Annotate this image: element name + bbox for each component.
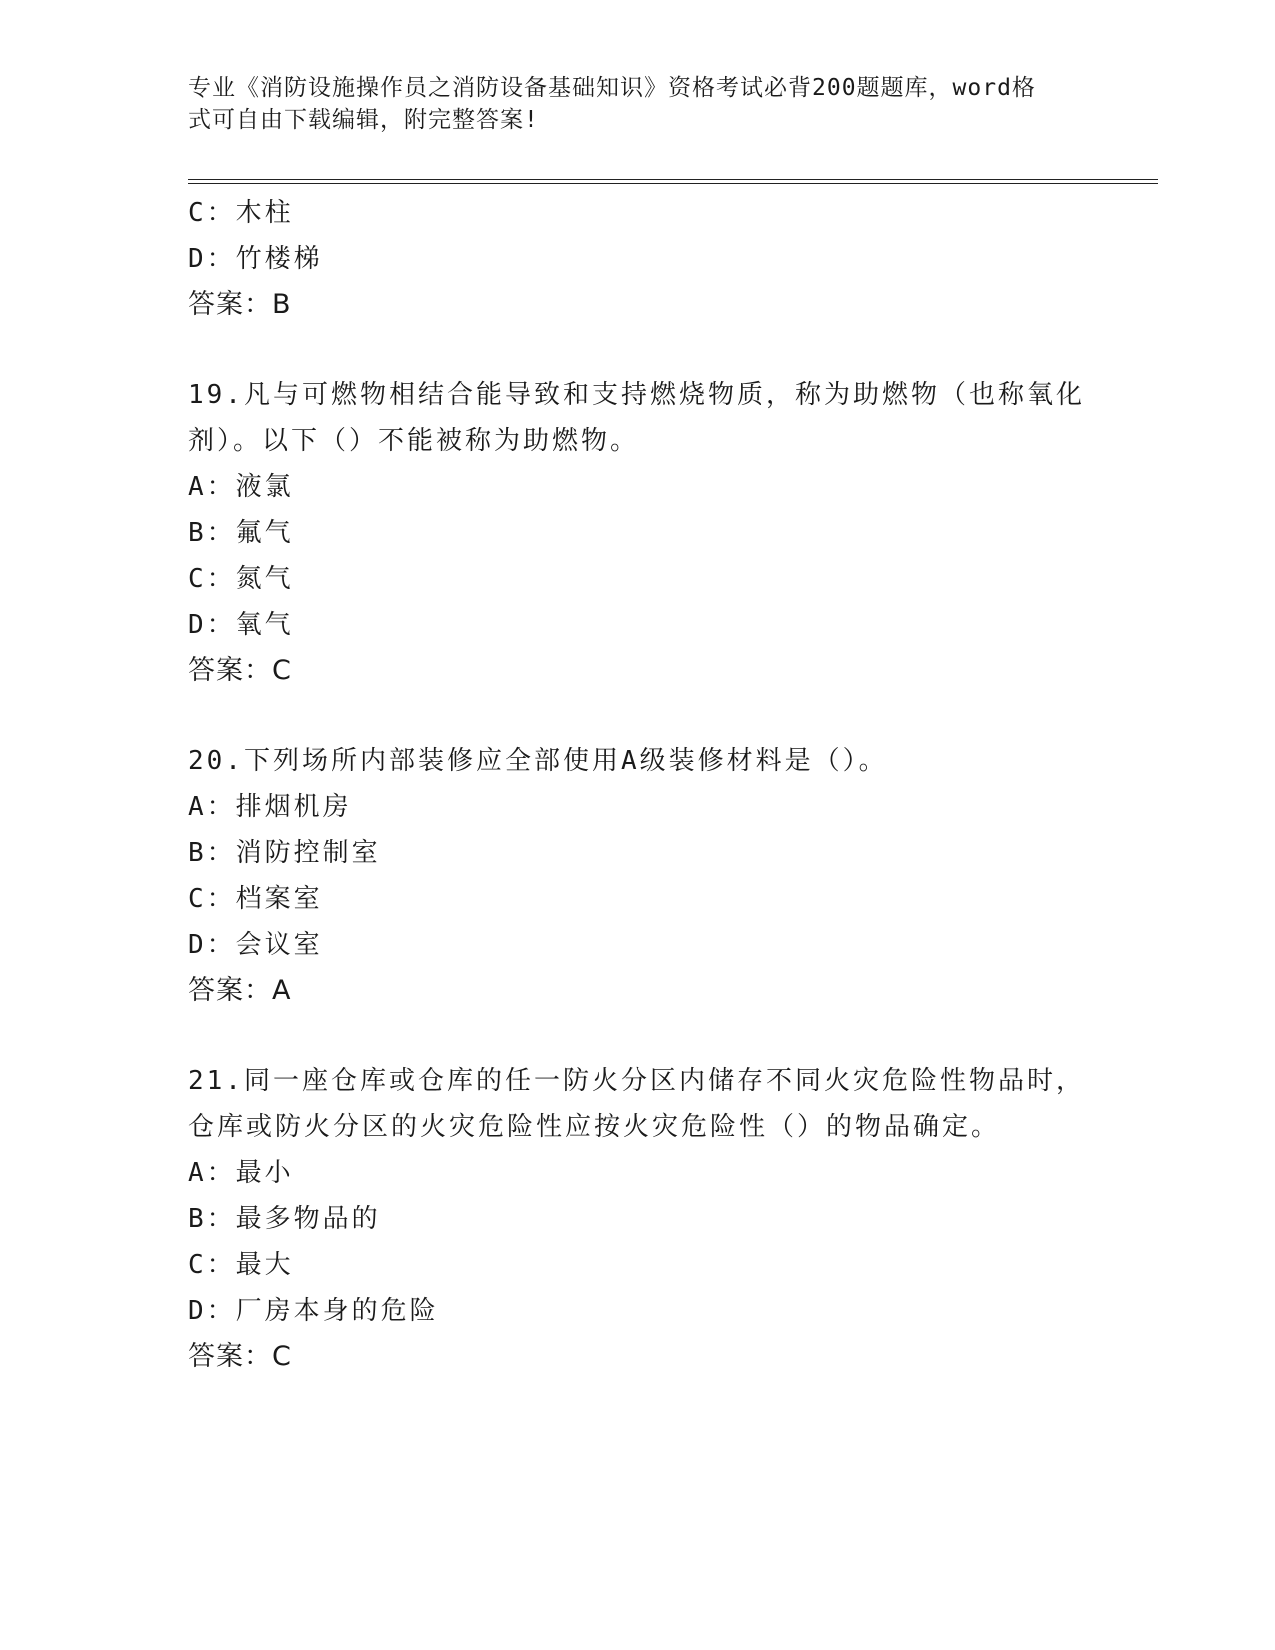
answer-line: 答案：C (188, 655, 292, 686)
carryover-block (188, 190, 1088, 328)
page-header (188, 72, 1088, 136)
question-stem-line: 20.下列场所内部装修应全部使用A级装修材料是（）。 (188, 746, 888, 776)
option-a: A：液氯 (188, 472, 294, 502)
option-b: B：消防控制室 (188, 838, 381, 868)
answer-line: 答案：B (188, 289, 292, 320)
option-a: A：排烟机房 (188, 792, 352, 822)
option-d: D：会议室 (188, 930, 323, 960)
question-list (188, 190, 1088, 1380)
option-c: C：最大 (188, 1250, 294, 1280)
option-d: D：氧气 (188, 610, 294, 640)
option-c: C：木柱 (188, 198, 294, 228)
header-divider-top (188, 179, 1158, 180)
question-stem-line: 剂）。以下（）不能被称为助燃物。 (188, 426, 640, 456)
option-b: B：氟气 (188, 518, 294, 548)
question-stem-line: 21.同一座仓库或仓库的任一防火分区内储存不同火灾危险性物品时， (188, 1066, 1085, 1096)
question-stem-line: 19.凡与可燃物相结合能导致和支持燃烧物质，称为助燃物（也称氧化 (188, 380, 1085, 410)
option-d: D：竹楼梯 (188, 244, 323, 274)
question-stem-line: 仓库或防火分区的火灾危险性应按火灾危险性（）的物品确定。 (188, 1112, 1001, 1142)
option-d: D：厂房本身的危险 (188, 1296, 439, 1326)
answer-line: 答案：C (188, 1341, 292, 1372)
question-21 (188, 1058, 1088, 1380)
header-divider-bottom (188, 183, 1158, 184)
header-line-1: 专业《消防设施操作员之消防设备基础知识》资格考试必背200题题库，word格 (188, 75, 1036, 101)
header-line-2: 式可自由下载编辑，附完整答案! (188, 107, 539, 133)
option-b: B：最多物品的 (188, 1204, 381, 1234)
option-c: C：氮气 (188, 564, 294, 594)
question-20 (188, 738, 1088, 1014)
answer-line: 答案：A (188, 975, 292, 1006)
option-a: A：最小 (188, 1158, 294, 1188)
question-19 (188, 372, 1088, 694)
option-c: C：档案室 (188, 884, 323, 914)
